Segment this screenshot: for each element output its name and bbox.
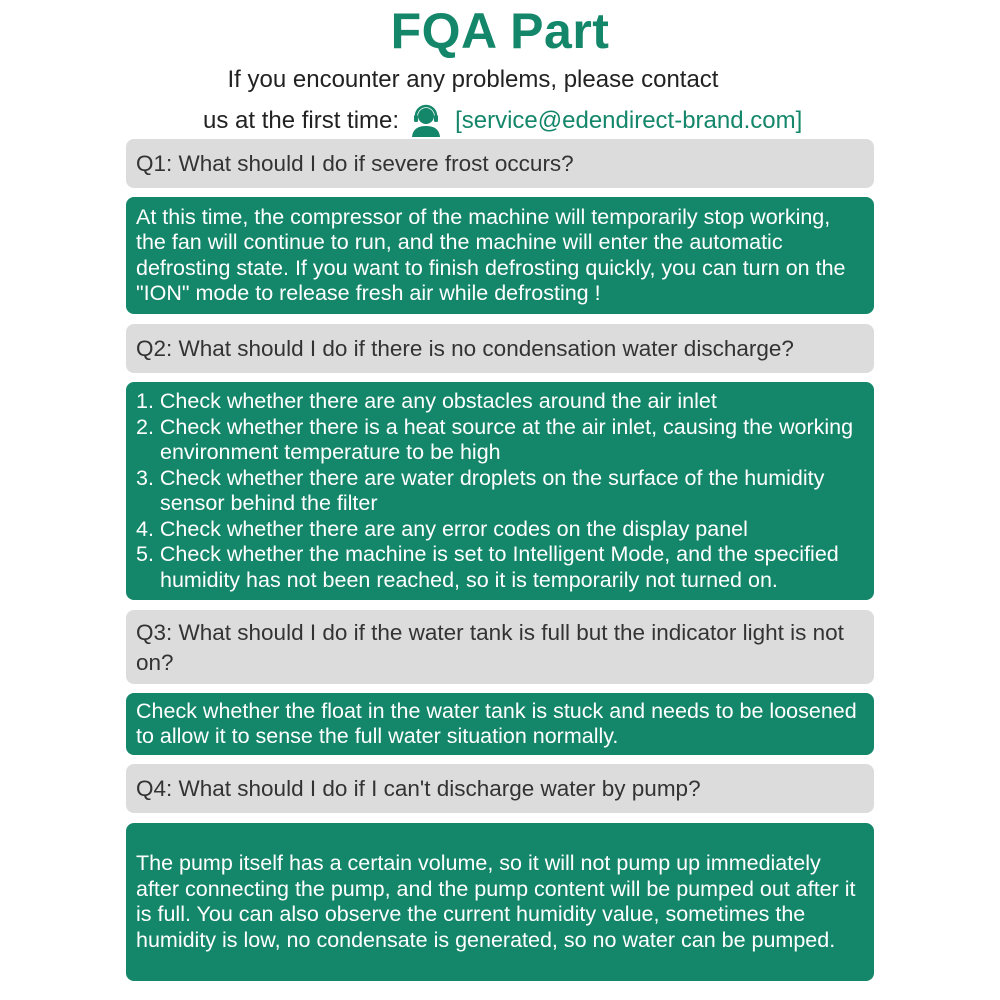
list-item: 2. Check whether there is a heat source at the air inlet, causing the working environment temperature to be high	[136, 414, 854, 464]
faq-answer-1	[126, 197, 874, 314]
contact-email-link[interactable]: [service@edendirect-brand.com]	[455, 107, 803, 134]
contact-line	[203, 104, 802, 138]
faq-question-2: Q2: What should I do if there is no condensation water discharge?	[126, 324, 874, 373]
list-item: 5. Check whether the machine is set to Intelligent Mode, and the specified humidity has not been reached, so it is temporarily not turned on.	[136, 542, 839, 592]
page-title: FQA Part	[390, 3, 610, 59]
list-item: 1. Check whether there are any obstacles around the air inlet	[136, 389, 717, 413]
contact-intro: If you encounter any problems, please contact	[227, 66, 719, 93]
faq-answer-4	[126, 823, 874, 981]
faq-answer-3-text: Check whether the float in the water tank is stuck and needs to be loosened to allow it to sense the full water situation normally.	[136, 698, 857, 748]
faq-question-1: Q1: What should I do if severe frost occurs?	[126, 139, 874, 188]
faq-question-3	[126, 610, 874, 684]
list-item: 4. Check whether there are any error codes on the display panel	[136, 516, 748, 541]
faq-answer-1-text: At this time, the compressor of the machine will temporarily stop working, the fan will continue to run, and the machine will enter the automatic defrosting state. If you want to finish defrosting quickly, you can turn on the "ION" mode to release fresh air while defrosting !	[136, 204, 846, 305]
faq-question-3-text: Q3: What should I do if the water tank is full but the indicator light is not on?	[136, 620, 844, 675]
faq-answer-4-text: The pump itself has a certain volume, so it will not pump up immediately after connecting the pump, and the pump content will be pumped out after it is full. You can also observe the current humidity value, sometimes the humidity is low, no condensate is generated, so no water can be pumped.	[136, 851, 856, 952]
faq-answer-2-list	[136, 389, 864, 593]
faq-question-4: Q4: What should I do if I can't discharge water by pump?	[126, 764, 874, 813]
contact-label: us at the first time:	[203, 107, 400, 134]
faq-answer-3	[126, 693, 874, 755]
list-item: 3. Check whether there are water droplets on the surface of the humidity sensor behind the filter	[136, 465, 825, 515]
customer-service-icon	[409, 104, 443, 138]
faq-answer-2	[126, 382, 874, 600]
